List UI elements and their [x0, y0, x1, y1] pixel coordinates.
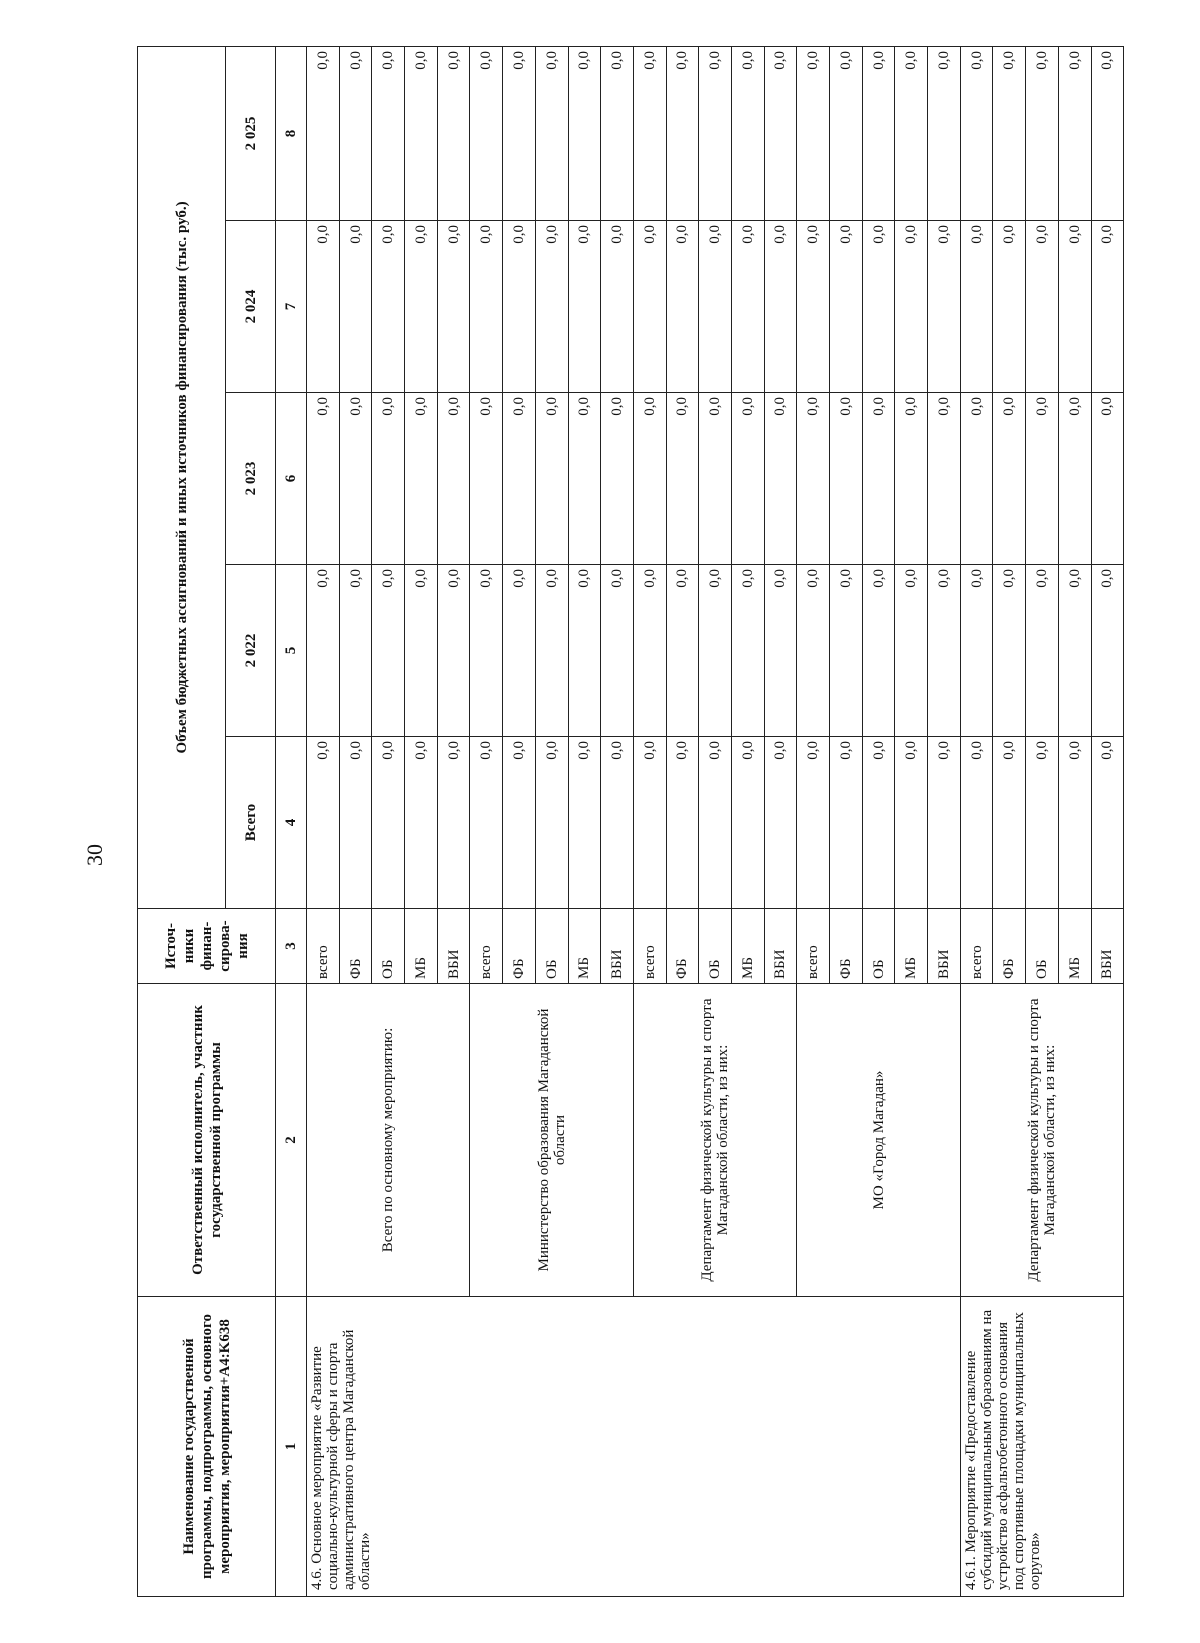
amount-cell: 0,0 [405, 565, 438, 737]
column-number: 8 [276, 46, 307, 220]
funding-source-cell: всего [960, 909, 993, 984]
funding-source-cell: ОБ [535, 909, 568, 984]
funding-source-cell: ОБ [372, 909, 405, 984]
column-number: 3 [276, 909, 307, 984]
funding-source-cell: ФБ [503, 909, 536, 984]
amount-cell: 0,0 [1058, 221, 1091, 393]
amount-cell: 0,0 [503, 393, 536, 565]
amount-cell: 0,0 [895, 565, 928, 737]
amount-cell: 0,0 [960, 565, 993, 737]
amount-cell: 0,0 [568, 46, 601, 220]
header-year-2022: 2 022 [226, 565, 276, 737]
amount-cell: 0,0 [405, 46, 438, 220]
executor-cell: Департамент физической культуры и спорта Магаданской области, из них: [633, 984, 796, 1297]
amount-cell: 0,0 [960, 737, 993, 909]
amount-cell: 0,0 [928, 393, 961, 565]
funding-source-cell: ФБ [993, 909, 1026, 984]
amount-cell: 0,0 [307, 737, 340, 909]
amount-cell: 0,0 [568, 565, 601, 737]
header-funding-source: Источ-ники финан-сирова-ния [138, 909, 276, 984]
amount-cell: 0,0 [1058, 46, 1091, 220]
table-row [960, 46, 993, 1596]
amount-cell: 0,0 [1058, 393, 1091, 565]
amount-cell: 0,0 [405, 393, 438, 565]
amount-cell: 0,0 [503, 46, 536, 220]
funding-source-cell: всего [307, 909, 340, 984]
amount-cell: 0,0 [666, 565, 699, 737]
amount-cell: 0,0 [470, 393, 503, 565]
amount-cell: 0,0 [928, 737, 961, 909]
amount-cell: 0,0 [862, 737, 895, 909]
amount-cell: 0,0 [830, 737, 863, 909]
amount-cell: 0,0 [928, 565, 961, 737]
amount-cell: 0,0 [960, 221, 993, 393]
amount-cell: 0,0 [601, 221, 634, 393]
amount-cell: 0,0 [928, 46, 961, 220]
amount-cell: 0,0 [993, 393, 1026, 565]
amount-cell: 0,0 [437, 737, 470, 909]
funding-source-cell: МБ [895, 909, 928, 984]
amount-cell: 0,0 [405, 221, 438, 393]
amount-cell: 0,0 [372, 393, 405, 565]
amount-cell: 0,0 [895, 393, 928, 565]
amount-cell: 0,0 [993, 565, 1026, 737]
amount-cell: 0,0 [601, 737, 634, 909]
amount-cell: 0,0 [895, 737, 928, 909]
amount-cell: 0,0 [470, 221, 503, 393]
header-year-2024: 2 024 [226, 221, 276, 393]
amount-cell: 0,0 [699, 565, 732, 737]
amount-cell: 0,0 [830, 565, 863, 737]
amount-cell: 0,0 [372, 221, 405, 393]
executor-cell: Департамент физической культуры и спорта Магаданской области, из них: [960, 984, 1123, 1297]
amount-cell: 0,0 [437, 565, 470, 737]
amount-cell: 0,0 [339, 737, 372, 909]
funding-source-cell: ВБИ [1091, 909, 1124, 984]
amount-cell: 0,0 [830, 221, 863, 393]
amount-cell: 0,0 [535, 46, 568, 220]
header-total: Всего [226, 737, 276, 909]
amount-cell: 0,0 [764, 565, 797, 737]
amount-cell: 0,0 [405, 737, 438, 909]
amount-cell: 0,0 [830, 46, 863, 220]
amount-cell: 0,0 [633, 221, 666, 393]
funding-source-cell: всего [797, 909, 830, 984]
amount-cell: 0,0 [699, 393, 732, 565]
amount-cell: 0,0 [830, 393, 863, 565]
budget-table [137, 46, 1124, 1597]
column-number: 2 [276, 984, 307, 1297]
header-funding-volume: Объем бюджетных ассигнований и иных источников финансирования (тыс. руб.) [138, 46, 226, 908]
amount-cell: 0,0 [633, 393, 666, 565]
amount-cell: 0,0 [666, 46, 699, 220]
amount-cell: 0,0 [1026, 737, 1059, 909]
amount-cell: 0,0 [1026, 221, 1059, 393]
amount-cell: 0,0 [895, 221, 928, 393]
amount-cell: 0,0 [699, 46, 732, 220]
amount-cell: 0,0 [568, 737, 601, 909]
funding-source-cell: МБ [405, 909, 438, 984]
amount-cell: 0,0 [372, 737, 405, 909]
column-number: 7 [276, 221, 307, 393]
amount-cell: 0,0 [1058, 565, 1091, 737]
amount-cell: 0,0 [666, 393, 699, 565]
amount-cell: 0,0 [862, 393, 895, 565]
column-number: 4 [276, 737, 307, 909]
amount-cell: 0,0 [633, 565, 666, 737]
executor-cell: МО «Город Магадан» [797, 984, 960, 1297]
funding-source-cell: ФБ [339, 909, 372, 984]
amount-cell: 0,0 [535, 565, 568, 737]
funding-source-cell: ВБИ [764, 909, 797, 984]
amount-cell: 0,0 [503, 565, 536, 737]
amount-cell: 0,0 [601, 565, 634, 737]
amount-cell: 0,0 [633, 737, 666, 909]
amount-cell: 0,0 [535, 737, 568, 909]
header-year-2023: 2 023 [226, 393, 276, 565]
amount-cell: 0,0 [568, 221, 601, 393]
amount-cell: 0,0 [307, 46, 340, 220]
executor-cell: Всего по основному мероприятию: [307, 984, 470, 1297]
amount-cell: 0,0 [437, 393, 470, 565]
amount-cell: 0,0 [764, 737, 797, 909]
amount-cell: 0,0 [307, 393, 340, 565]
amount-cell: 0,0 [993, 737, 1026, 909]
table-row [307, 46, 340, 1596]
amount-cell: 0,0 [960, 46, 993, 220]
amount-cell: 0,0 [307, 565, 340, 737]
amount-cell: 0,0 [731, 393, 764, 565]
amount-cell: 0,0 [797, 737, 830, 909]
amount-cell: 0,0 [993, 221, 1026, 393]
amount-cell: 0,0 [1091, 565, 1124, 737]
amount-cell: 0,0 [437, 221, 470, 393]
funding-source-cell: ФБ [830, 909, 863, 984]
amount-cell: 0,0 [1026, 46, 1059, 220]
funding-source-cell: ВБИ [437, 909, 470, 984]
funding-source-cell: всего [633, 909, 666, 984]
amount-cell: 0,0 [372, 46, 405, 220]
amount-cell: 0,0 [470, 565, 503, 737]
activity-name-cell: 4.6.1. Мероприятие «Предоставление субсидий муниципальным образованиям на устройство асфальтобетонного основания под спортивные площадки муниципальных ооругов» [960, 1297, 1123, 1597]
funding-source-cell: МБ [731, 909, 764, 984]
column-number: 6 [276, 393, 307, 565]
amount-cell: 0,0 [993, 46, 1026, 220]
amount-cell: 0,0 [699, 221, 732, 393]
amount-cell: 0,0 [503, 221, 536, 393]
funding-source-cell: МБ [1058, 909, 1091, 984]
amount-cell: 0,0 [960, 393, 993, 565]
amount-cell: 0,0 [601, 46, 634, 220]
amount-cell: 0,0 [503, 737, 536, 909]
column-number: 1 [276, 1297, 307, 1597]
amount-cell: 0,0 [764, 46, 797, 220]
amount-cell: 0,0 [339, 221, 372, 393]
funding-source-cell: МБ [568, 909, 601, 984]
amount-cell: 0,0 [862, 46, 895, 220]
amount-cell: 0,0 [764, 221, 797, 393]
header-program-name: Наименование государственной программы, подпрограммы, основного мероприятия, мероприятия+A4:K638 [138, 1297, 276, 1597]
funding-source-cell: ВБИ [928, 909, 961, 984]
column-number: 5 [276, 565, 307, 737]
amount-cell: 0,0 [797, 565, 830, 737]
amount-cell: 0,0 [339, 565, 372, 737]
amount-cell: 0,0 [1026, 565, 1059, 737]
amount-cell: 0,0 [535, 393, 568, 565]
amount-cell: 0,0 [1026, 393, 1059, 565]
amount-cell: 0,0 [535, 221, 568, 393]
amount-cell: 0,0 [731, 221, 764, 393]
amount-cell: 0,0 [731, 46, 764, 220]
amount-cell: 0,0 [797, 46, 830, 220]
budget-table-sheet [137, 47, 1116, 1597]
amount-cell: 0,0 [1091, 393, 1124, 565]
activity-name-cell: 4.6. Основное мероприятие «Развитие социально-культурной сферы и спорта административного центра Магаданской области» [307, 1297, 961, 1597]
funding-source-cell: ВБИ [601, 909, 634, 984]
amount-cell: 0,0 [633, 46, 666, 220]
amount-cell: 0,0 [339, 46, 372, 220]
amount-cell: 0,0 [1091, 46, 1124, 220]
amount-cell: 0,0 [1091, 737, 1124, 909]
amount-cell: 0,0 [862, 221, 895, 393]
amount-cell: 0,0 [797, 393, 830, 565]
amount-cell: 0,0 [601, 393, 634, 565]
header-year-2025: 2 025 [226, 46, 276, 220]
amount-cell: 0,0 [372, 565, 405, 737]
amount-cell: 0,0 [928, 221, 961, 393]
amount-cell: 0,0 [1091, 221, 1124, 393]
funding-source-cell: ОБ [862, 909, 895, 984]
amount-cell: 0,0 [797, 221, 830, 393]
executor-cell: Министерство образования Магаданской области [470, 984, 633, 1297]
funding-source-cell: ОБ [1026, 909, 1059, 984]
amount-cell: 0,0 [470, 46, 503, 220]
amount-cell: 0,0 [862, 565, 895, 737]
funding-source-cell: ФБ [666, 909, 699, 984]
amount-cell: 0,0 [666, 221, 699, 393]
budget-table-body [307, 46, 1124, 1596]
header-executor: Ответственный исполнитель, участник государственной программы [138, 984, 276, 1297]
funding-source-cell: всего [470, 909, 503, 984]
amount-cell: 0,0 [731, 565, 764, 737]
amount-cell: 0,0 [764, 393, 797, 565]
amount-cell: 0,0 [1058, 737, 1091, 909]
page-number: 30 [82, 844, 107, 866]
amount-cell: 0,0 [437, 46, 470, 220]
amount-cell: 0,0 [699, 737, 732, 909]
funding-source-cell: ОБ [699, 909, 732, 984]
amount-cell: 0,0 [568, 393, 601, 565]
amount-cell: 0,0 [470, 737, 503, 909]
amount-cell: 0,0 [339, 393, 372, 565]
amount-cell: 0,0 [731, 737, 764, 909]
amount-cell: 0,0 [895, 46, 928, 220]
amount-cell: 0,0 [307, 221, 340, 393]
amount-cell: 0,0 [666, 737, 699, 909]
